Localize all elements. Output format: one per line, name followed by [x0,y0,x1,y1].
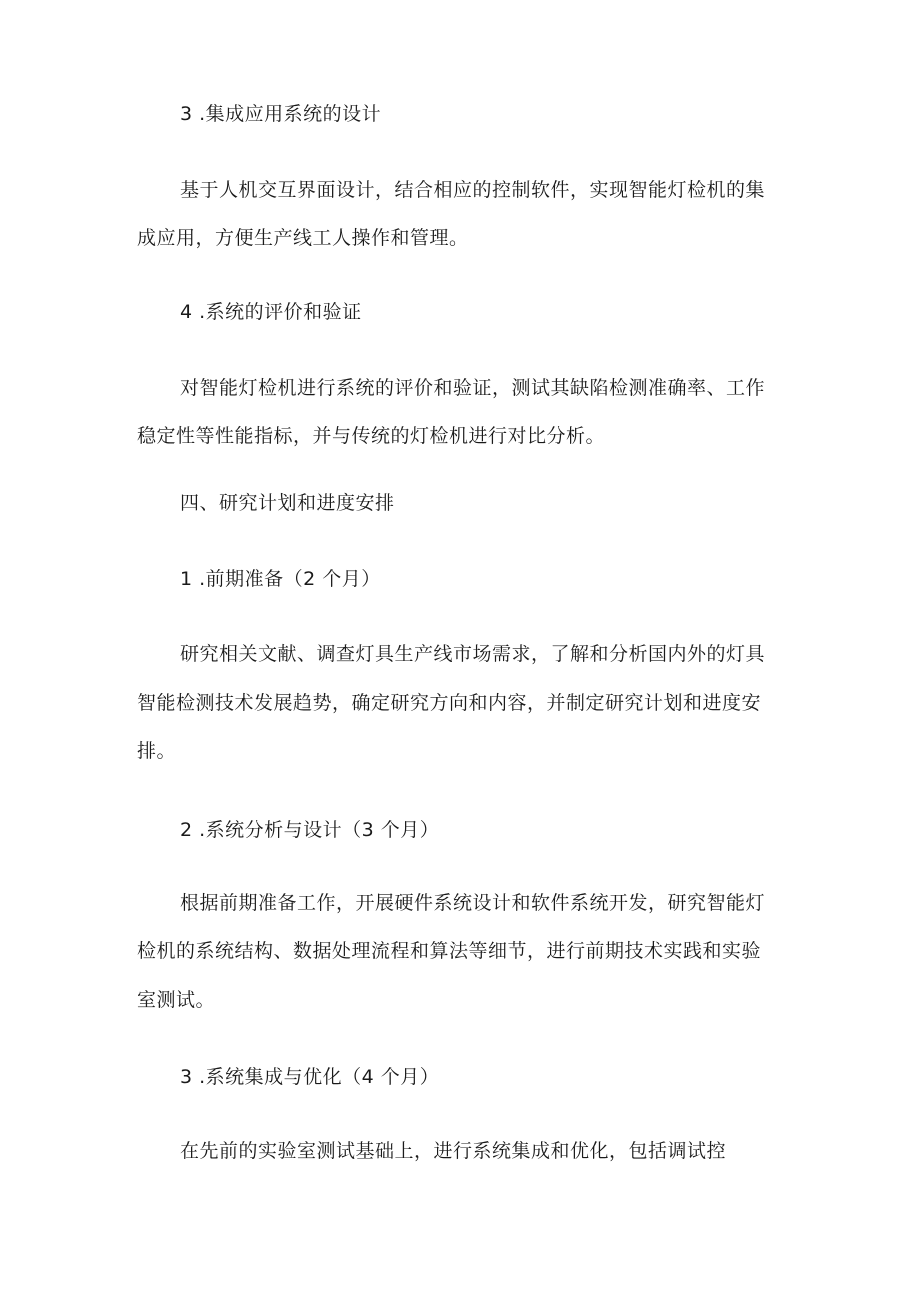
paragraph-line: 稳定性等性能指标，并与传统的灯检机进行对比分析。 [137,425,606,447]
paragraph-line: 对智能灯检机进行系统的评价和验证，测试其缺陷检测准确率、工作 [180,377,766,399]
paragraph-line: 检机的系统结构、数据处理流程和算法等细节，进行前期技术实践和实验 [137,940,762,962]
paragraph-line: 根据前期准备工作，开展硬件系统设计和软件系统开发，研究智能灯 [180,892,766,914]
paragraph-line: 研究相关文献、调查灯具生产线市场需求，了解和分析国内外的灯具 [180,643,766,665]
paragraph-line: 在先前的实验室测试基础上，进行系统集成和优化，包括调试控 [180,1140,727,1162]
section-heading: 1 .前期准备（2 个月） [180,568,381,590]
section-heading: 2 .系统分析与设计（3 个月） [180,819,440,841]
paragraph-line: 室测试。 [137,989,216,1011]
paragraph-line: 智能检测技术发展趋势，确定研究方向和内容，并制定研究计划和进度安 [137,692,762,714]
paragraph-line: 成应用，方便生产线工人操作和管理。 [137,227,469,249]
section-heading: 3 .系统集成与优化（4 个月） [180,1066,440,1088]
paragraph-line: 排。 [137,740,177,762]
section-heading: 4 .系统的评价和验证 [180,301,362,323]
section-heading: 3 .集成应用系统的设计 [180,103,382,125]
paragraph-line: 基于人机交互界面设计，结合相应的控制软件，实现智能灯检机的集 [180,179,766,201]
chapter-heading: 四、研究计划和进度安排 [180,492,395,514]
